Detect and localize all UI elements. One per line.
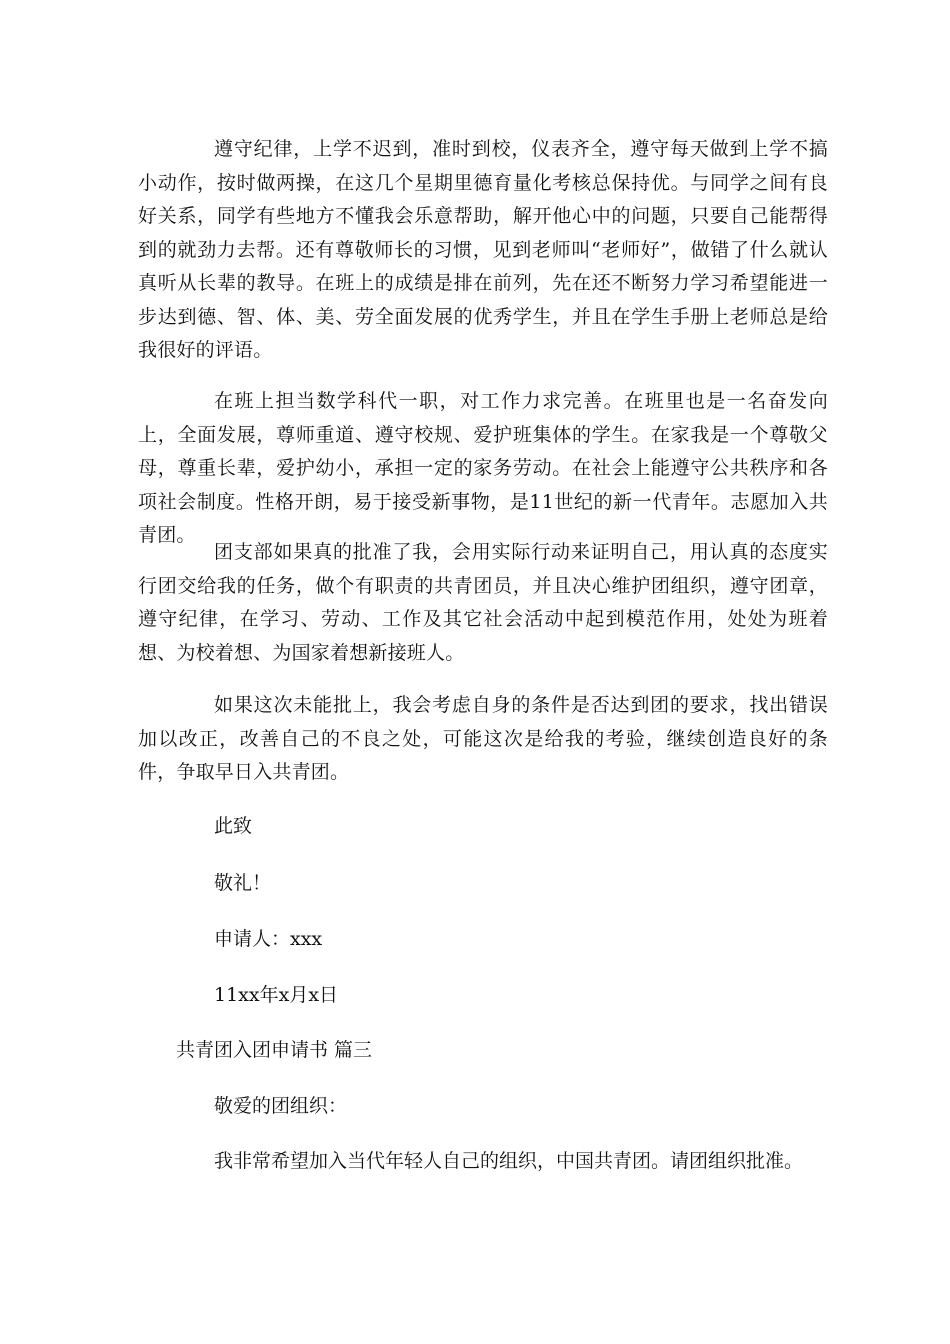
applicant-line: 申请人：xxx <box>214 928 323 950</box>
body-paragraph-4: 如果这次未能批上，我会考虑自身的条件是否达到团的要求，找出错误加以改正，改善自己的不良之处，可能这次是给我的考验，继续创造良好的条件，争取早日入共青团。 <box>138 694 828 783</box>
body-paragraph-1: 遵守纪律，上学不迟到，准时到校，仪表齐全，遵守每天做到上学不搞小动作，按时做两操，在这几个星期里德育量化考核总保持优。与同学之间有良好关系，同学有些地方不懂我会乐意帮助，解开他心中的问题，只要自己能帮得到的就劲力去帮。还有尊敬师长的习惯，见到老师叫“老师好”，做错了什么就认真听从长辈的教导。在班上的成绩是排在前列，先在还不断努力学习希望能进一步达到德、智、体、美、劳全面发展的优秀学生，并且在学生手册上老师总是给我很好的评语。 <box>138 138 828 361</box>
section-heading: 共青团入团申请书 篇三 <box>176 1039 373 1061</box>
body-paragraph-3: 团支部如果真的批准了我，会用实际行动来证明自己，用认真的态度实行团交给我的任务，做个有职责的共青团员，并且决心维护团组织，遵守团章，遵守纪律，在学习、劳动、工作及其它社会活动中起到模范作用，处处为班着想、为校着想、为国家着想新接班人。 <box>138 541 828 664</box>
date-line: 11xx年x月x日 <box>214 984 339 1006</box>
final-line: 我非常希望加入当代年轻人自己的组织，中国共青团。请团组织批准。 <box>214 1150 804 1172</box>
salute-text: 敬礼！ <box>214 872 272 894</box>
body-paragraph-2: 在班上担当数学科代一职，对工作力求完善。在班里也是一名奋发向上，全面发展，尊师重道、遵守校规、爱护班集体的学生。在家我是一个尊敬父母，尊重长辈，爱护幼小，承担一定的家务劳动。在社会上能遵守公共秩序和各项社会制度。性格开朗，易于接受新事物，是11世纪的新一代青年。志愿加入共青团。 <box>138 390 828 546</box>
greeting-line: 敬爱的团组织： <box>214 1095 348 1117</box>
closing-text: 此致 <box>214 815 253 837</box>
